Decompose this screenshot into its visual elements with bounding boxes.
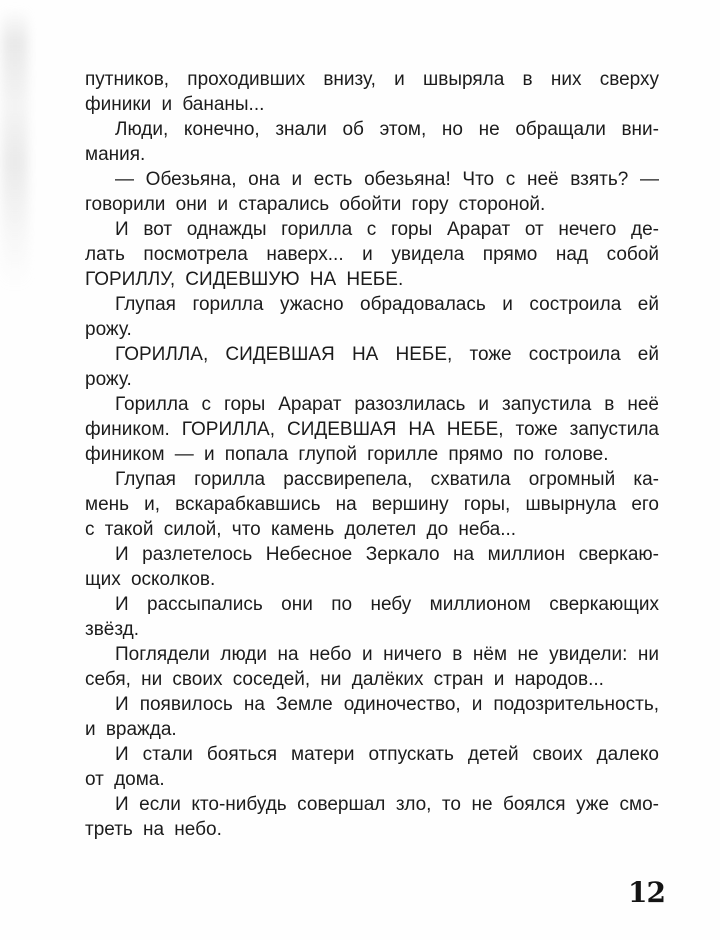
- text-line: лать посмотрела наверх... и увидела прямо над собой: [85, 244, 659, 265]
- text-line: И появилось на Земле одиночество, и подозрительность,: [115, 694, 659, 715]
- page-number: 12: [628, 876, 665, 909]
- text-line: фиником. ГОРИЛЛА, СИДЕВШАЯ НА НЕБЕ, тоже запустила: [85, 419, 659, 440]
- text-line: фиником — и попала глупой горилле прямо по голове.: [85, 444, 609, 465]
- text-line: мень и, вскарабкавшись на вершину горы, швырнула его: [85, 494, 659, 515]
- text-line: ГОРИЛЛУ, СИДЕВШУЮ НА НЕБЕ.: [85, 269, 404, 290]
- text-line: говорили они и старались обойти гору стороной.: [85, 194, 546, 215]
- text-line: щих осколков.: [85, 569, 216, 590]
- text-line: треть на небо.: [85, 819, 222, 840]
- text-line: И стали бояться матери отпускать детей своих далеко: [115, 744, 659, 765]
- text-line: Глупая горилла ужасно обрадовалась и состроила ей: [115, 294, 659, 315]
- text-line: с такой силой, что камень долетел до неба...: [85, 519, 517, 540]
- text-line: путников, проходивших внизу, и швыряла в них сверху: [85, 69, 659, 90]
- text-line: рожу.: [85, 369, 132, 390]
- text-line: И вот однажды горилла с горы Арарат от нечего де-: [115, 219, 659, 240]
- text-line: Люди, конечно, знали об этом, но не обращали вни-: [115, 119, 659, 140]
- text-line: финики и бананы...: [85, 94, 265, 115]
- text-line: И рассыпались они по небу миллионом сверкающих: [115, 594, 659, 615]
- text-line: — Обезьяна, она и есть обезьяна! Что с неё взять? —: [115, 169, 659, 190]
- story-text: [85, 67, 659, 842]
- text-line: Горилла с горы Арарат разозлилась и запустила в неё: [115, 394, 659, 415]
- binding-shadow: [2, 8, 28, 288]
- text-line: Глупая горилла рассвирепела, схватила огромный ка-: [115, 469, 659, 490]
- text-line: И если кто-нибудь совершал зло, то не боялся уже смо-: [115, 794, 659, 815]
- text-line: мания.: [85, 144, 146, 165]
- text-line: ГОРИЛЛА, СИДЕВШАЯ НА НЕБЕ, тоже состроила ей: [115, 344, 659, 365]
- text-line: И разлетелось Небесное Зеркало на миллион сверкаю-: [115, 544, 659, 565]
- text-line: рожу.: [85, 319, 132, 340]
- text-line: и вражда.: [85, 719, 177, 740]
- text-line: звёзд.: [85, 619, 140, 640]
- text-line: Поглядели люди на небо и ничего в нём не увидели: ни: [115, 644, 659, 665]
- text-line: себя, ни своих соседей, ни далёких стран и народов...: [85, 669, 604, 690]
- text-line: от дома.: [85, 769, 165, 790]
